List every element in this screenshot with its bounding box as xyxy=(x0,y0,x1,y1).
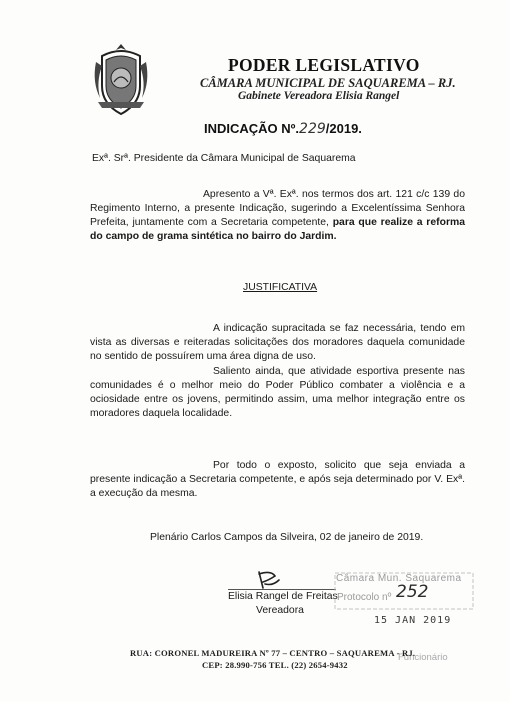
paragraph-closing xyxy=(90,459,465,501)
place-date: Plenário Carlos Campos da Silveira, 02 de janeiro de 2019. xyxy=(150,532,424,543)
paragraph-justification-1-text: A indicação supracitada se faz necessária, tendo em vista as diversas e reiteradas solicitações dos moradores daquela comunidade no sentido de possuírem uma área digna de uso. xyxy=(90,323,465,362)
chamber-name: CÂMARA MUNICIPAL DE SAQUAREMA – RJ. xyxy=(200,76,456,90)
justification-heading: JUSTIFICATIVA xyxy=(243,282,318,293)
stamp-protocol-label: Protocolo nº xyxy=(337,592,392,603)
signatory-name: Elisia Rangel de Freitas xyxy=(228,591,338,602)
paragraph-request-text: Apresento a Vª. Exª. nos termos dos art. 121 c/c 139 do Regimento Interno, a presente Indicação, sugerindo a Excelentíssima Senhora Prefeita, juntamente com a Secretaria competente, xyxy=(90,189,465,228)
footer-contact: CEP: 28.990-756 TEL. (22) 2654-9432 xyxy=(202,660,348,670)
indication-number xyxy=(204,121,362,137)
paragraph-justification-1 xyxy=(90,322,465,364)
office-name: Gabinete Vereadora Elisia Rangel xyxy=(238,90,400,102)
paragraph-closing-text: Por todo o exposto, solicito que seja enviada a presente indicação a Secretaria competente, e após seja determinado por V. Exª. a execução da mesma. xyxy=(90,460,465,499)
stamp-functionary: Funcionário xyxy=(398,652,448,663)
page-title: PODER LEGISLATIVO xyxy=(228,55,420,75)
coat-of-arms-icon xyxy=(92,42,150,118)
paragraph-justification-2 xyxy=(90,365,465,421)
footer-address: RUA: CORONEL MADUREIRA Nº 77 – CENTRO – SAQUAREMA - RJ. xyxy=(130,648,416,658)
paragraph-justification-2-text: Saliento ainda, que atividade esportiva presente nas comunidades é o melhor meio do Poder Público combater a violência e a ociosidade entre os jovens, permitindo assim, uma melhor integração entre os moradores daquela localidade. xyxy=(90,366,465,419)
handwritten-signature xyxy=(255,568,285,590)
stamp-date: 15 JAN 2019 xyxy=(374,615,452,626)
stamp-chamber: Câmara Mun. Saquarema xyxy=(336,573,462,584)
addressee: Exª. Srª. Presidente da Câmara Municipal de Saquarema xyxy=(92,153,356,164)
indication-prefix: INDICAÇÃO Nº. xyxy=(204,121,300,136)
paragraph-request xyxy=(90,188,465,244)
paragraph-request-bold: para que realize a reforma do campo de grama sintética no bairro do Jardim. xyxy=(90,217,465,242)
indication-handwritten-number: 229 xyxy=(299,121,326,137)
signatory-role: Vereadora xyxy=(256,605,304,616)
signature-line xyxy=(228,589,336,590)
stamp-protocol-number: 252 xyxy=(396,582,429,602)
indication-suffix: /2019. xyxy=(325,121,362,136)
